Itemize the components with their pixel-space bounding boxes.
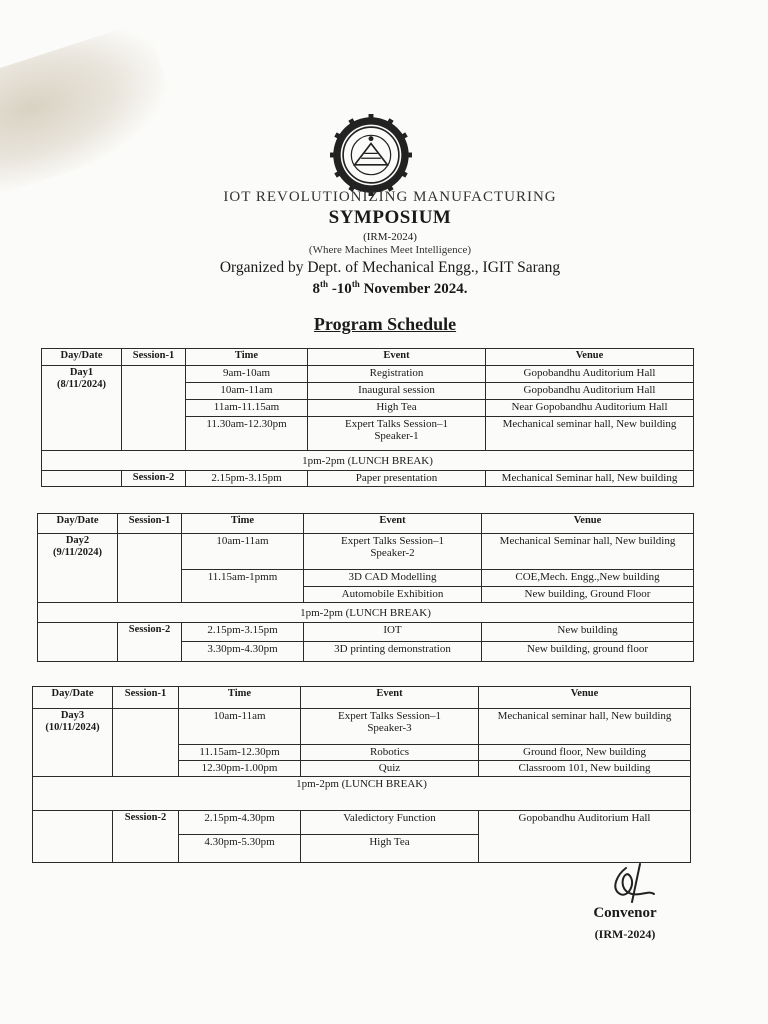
event-code: (IRM-2024) — [363, 231, 417, 243]
table-row — [42, 471, 694, 487]
event-cell: Valedictory Function — [301, 811, 479, 835]
table-row — [33, 709, 691, 745]
table-row — [38, 534, 694, 570]
column-header-day-date: Day/Date — [38, 514, 118, 534]
venue-cell: Ground floor, New building — [479, 745, 691, 761]
event-cell: Quiz — [301, 761, 479, 777]
venue-cell: Gopobandhu Auditorium Hall — [486, 383, 694, 400]
column-header-time: Time — [179, 687, 301, 709]
column-header-event: Event — [304, 514, 482, 534]
schedule-table-day1 — [41, 348, 694, 487]
venue-cell: COE,Mech. Engg.,New building — [482, 570, 694, 587]
lunch-break-row — [33, 777, 691, 811]
session-cell — [113, 709, 179, 777]
column-header-venue: Venue — [479, 687, 691, 709]
time-cell: 10am-11am — [179, 709, 301, 745]
time-cell: 11.15am-1pmm — [182, 570, 304, 603]
column-header-session: Session-1 — [122, 349, 186, 366]
session-cell — [122, 366, 186, 451]
event-cell: IOT — [304, 623, 482, 642]
table-row — [42, 366, 694, 383]
time-cell: 2.15pm-4.30pm — [179, 811, 301, 835]
venue-cell: New building — [482, 623, 694, 642]
schedule-table-day3 — [32, 686, 691, 863]
day-date-cell: Day2 (9/11/2024) — [38, 534, 118, 603]
event-dates: 8th -10th November 2024. — [312, 279, 468, 297]
day-date-cell: Day3 (10/11/2024) — [33, 709, 113, 777]
venue-cell: Mechanical seminar hall, New building — [479, 709, 691, 745]
time-cell: 11.15am-12.30pm — [179, 745, 301, 761]
venue-cell: Mechanical seminar hall, New building — [486, 417, 694, 451]
event-cell: Robotics — [301, 745, 479, 761]
lunch-break-row — [38, 603, 694, 623]
signature-icon — [596, 860, 676, 910]
time-cell: 3.30pm-4.30pm — [182, 642, 304, 662]
schedule-table-day2 — [37, 513, 694, 662]
lunch-break-cell: 1pm-2pm (LUNCH BREAK) — [33, 777, 691, 811]
table-row — [38, 623, 694, 642]
table-row — [33, 811, 691, 835]
event-cell: 3D printing demonstration — [304, 642, 482, 662]
column-header-day-date: Day/Date — [42, 349, 122, 366]
time-cell: 10am-11am — [182, 534, 304, 570]
event-cell: Inaugural session — [308, 383, 486, 400]
event-cell: Registration — [308, 366, 486, 383]
time-cell: 10am-11am — [186, 383, 308, 400]
column-header-day-date: Day/Date — [33, 687, 113, 709]
column-header-session: Session-1 — [113, 687, 179, 709]
event-cell: 3D CAD Modelling — [304, 570, 482, 587]
day-date-cell — [42, 471, 122, 487]
session-cell: Session-2 — [118, 623, 182, 662]
institute-logo-icon — [330, 114, 412, 196]
lunch-break-cell: 1pm-2pm (LUNCH BREAK) — [42, 451, 694, 471]
event-subject: IOT REVOLUTIONIZING MANUFACTURING — [223, 189, 557, 205]
event-cell: Expert Talks Session–1 Speaker-3 — [301, 709, 479, 745]
session-cell — [118, 534, 182, 603]
venue-cell: Gopobandhu Auditorium Hall — [479, 811, 691, 863]
lunch-break-row — [42, 451, 694, 471]
event-cell: Automobile Exhibition — [304, 587, 482, 603]
venue-cell: Gopobandhu Auditorium Hall — [486, 366, 694, 383]
session-cell: Session-2 — [113, 811, 179, 863]
column-header-time: Time — [186, 349, 308, 366]
event-cell: Expert Talks Session–1 Speaker-2 — [304, 534, 482, 570]
time-cell: 11.30am-12.30pm — [186, 417, 308, 451]
time-cell: 11am-11.15am — [186, 400, 308, 417]
paper-smudge — [0, 20, 183, 199]
event-cell: Expert Talks Session–1 Speaker-1 — [308, 417, 486, 451]
time-cell: 4.30pm-5.30pm — [179, 835, 301, 863]
lunch-break-cell: 1pm-2pm (LUNCH BREAK) — [38, 603, 694, 623]
time-cell: 2.15pm-3.15pm — [182, 623, 304, 642]
day-date-cell: Day1 (8/11/2024) — [42, 366, 122, 451]
time-cell: 12.30pm-1.00pm — [179, 761, 301, 777]
column-header-event: Event — [301, 687, 479, 709]
convenor-title: Convenor — [593, 905, 657, 921]
day-date-cell — [33, 811, 113, 863]
program-schedule-title: Program Schedule — [313, 314, 457, 334]
venue-cell: New building, Ground Floor — [482, 587, 694, 603]
event-cell: Paper presentation — [308, 471, 486, 487]
event-cell: High Tea — [308, 400, 486, 417]
venue-cell: Mechanical Seminar hall, New building — [486, 471, 694, 487]
session-cell: Session-2 — [122, 471, 186, 487]
venue-cell: Mechanical Seminar hall, New building — [482, 534, 694, 570]
column-header-venue: Venue — [486, 349, 694, 366]
venue-cell: Classroom 101, New building — [479, 761, 691, 777]
column-header-time: Time — [182, 514, 304, 534]
time-cell: 2.15pm-3.15pm — [186, 471, 308, 487]
venue-cell: Near Gopobandhu Auditorium Hall — [486, 400, 694, 417]
time-cell: 9am-10am — [186, 366, 308, 383]
convenor-subtitle: (IRM-2024) — [594, 927, 656, 941]
column-header-session: Session-1 — [118, 514, 182, 534]
column-header-event: Event — [308, 349, 486, 366]
event-tagline: (Where Machines Meet Intelligence) — [308, 244, 472, 256]
organizer-line: Organized by Dept. of Mechanical Engg., IGIT Sarang — [219, 259, 561, 276]
column-header-venue: Venue — [482, 514, 694, 534]
day-date-cell — [38, 623, 118, 662]
venue-cell: New building, ground floor — [482, 642, 694, 662]
event-cell: High Tea — [301, 835, 479, 863]
event-title: SYMPOSIUM — [328, 207, 452, 228]
